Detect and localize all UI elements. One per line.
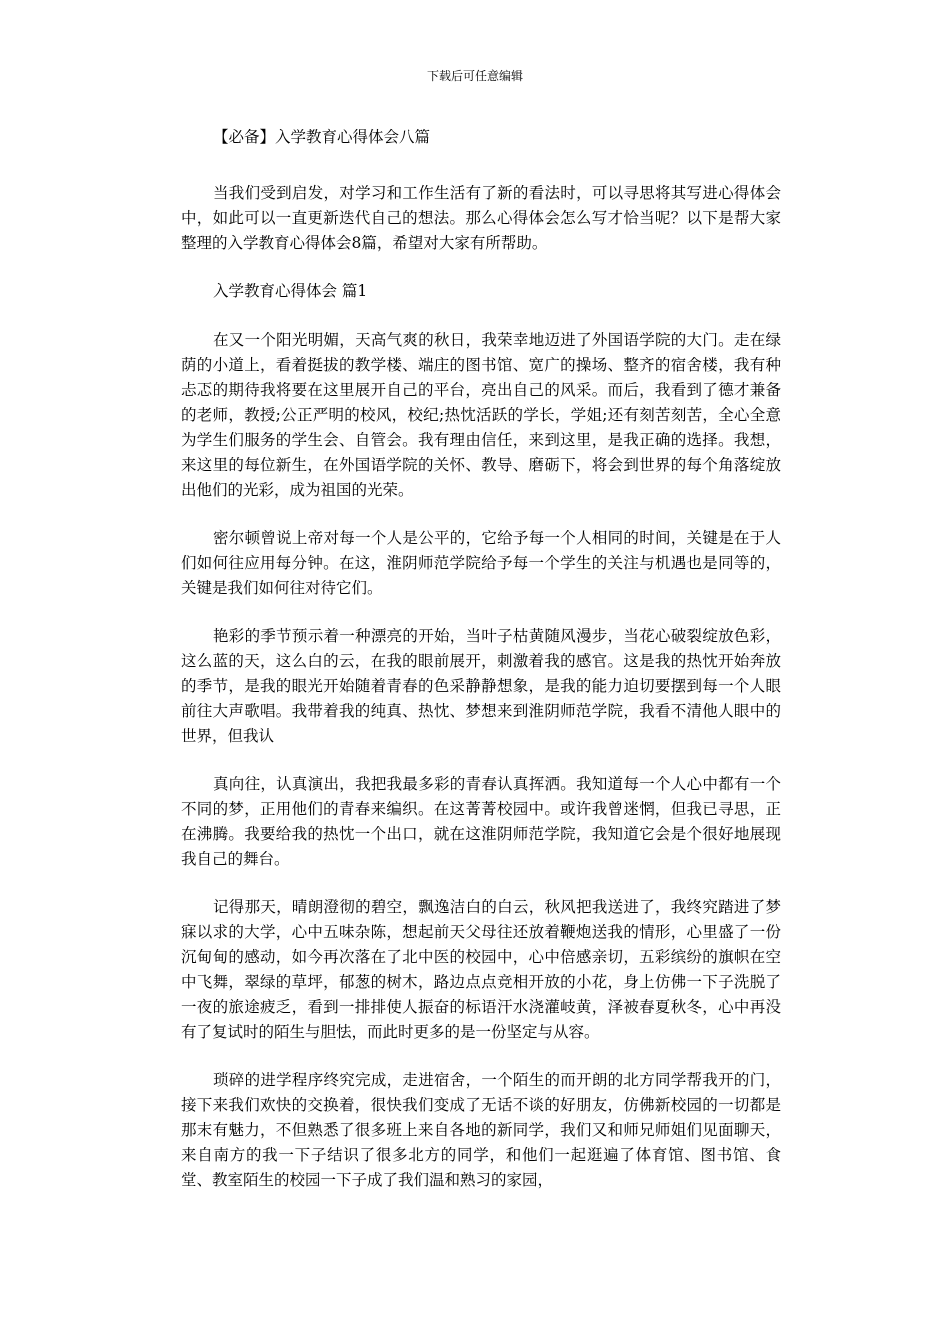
paragraph: 在又一个阳光明媚，天高气爽的秋日，我荣幸地迈进了外国语学院的大门。走在绿荫的小道上，看着挺拔的教学楼、端庄的图书馆、宽广的操场、整齐的宿舍楼，我有种忐忑的期待我将要在这里展开自己的平台，亮出自己的风采。而后，我看到了德才兼备的老师，教授;公正严明的校风，校纪;热忱活跃的学长，学姐;还有刻苦刻苦，全心全意为学生们服务的学生会、自管会。我有理由信任，来到这里，是我正确的选择。我想，来这里的每位新生，在外国语学院的关怀、教导、磨砺下，将会到世界的每个角落绽放出他们的光彩，成为祖国的光荣。 <box>181 331 781 499</box>
section-heading: 入学教育心得体会 篇1 <box>213 282 368 300</box>
paragraph: 真向往，认真演出，我把我最多彩的青春认真挥洒。我知道每一个人心中都有一个不同的梦，正用他们的青春来编织。在这菁菁校园中。或许我曾迷惘，但我已寻思，正在沸腾。我要给我的热忱一个出口，就在这淮阴师范学院，我知道它会是个很好地展现我自己的舞台。 <box>181 775 781 868</box>
paragraph-intro: 当我们受到启发，对学习和工作生活有了新的看法时，可以寻思将其写进心得体会中，如此可以一直更新迭代自己的想法。那么心得体会怎么写才恰当呢？以下是帮大家整理的入学教育心得体会8篇，希望对大家有所帮助。 <box>181 184 781 252</box>
document-body <box>181 122 781 1216</box>
paragraph: 记得那天，晴朗澄彻的碧空，飘逸洁白的白云，秋风把我送进了，我终究踏进了梦寐以求的大学，心中五味杂陈，想起前天父母往还放着鞭炮送我的情形，心里盛了一份沉甸甸的感动，如今再次落在了北中医的校园中，心中倍感亲切，五彩缤纷的旗帜在空中飞舞，翠绿的草坪，郁葱的树木，路边点点竞相开放的小花，身上仿佛一下子洗脱了一夜的旅途疲乏，看到一排排使人振奋的标语汗水浇灌岐黄，泽被春夏秋冬，心中再没有了复试时的陌生与胆怯，而此时更多的是一份坚定与从容。 <box>181 898 781 1041</box>
page-header-note: 下载后可任意编辑 <box>426 69 523 83</box>
paragraph: 琐碎的进学程序终究完成，走进宿舍，一个陌生的而开朗的北方同学帮我开的门，接下来我们欢快的交换着，很快我们变成了无话不谈的好朋友，仿佛新校园的一切都是那末有魅力，不但熟悉了很多班上来自各地的新同学，我们又和师兄师姐们见面聊天，来自南方的我一下子结识了很多北方的同学，和他们一起逛遍了体育馆、图书馆、食堂、教室陌生的校园一下子成了我们温和熟习的家园， <box>181 1071 781 1189</box>
document-title: 【必备】入学教育心得体会八篇 <box>213 128 431 146</box>
paragraph: 密尔顿曾说上帝对每一个人是公平的，它给予每一个人相同的时间，关键是在于人们如何往应用每分钟。在这，淮阴师范学院给予每一个学生的关注与机遇也是同等的，关键是我们如何往对待它们。 <box>181 529 781 597</box>
paragraph: 艳彩的季节预示着一种漂亮的开始，当叶子枯黄随风漫步，当花心破裂绽放色彩，这么蓝的天，这么白的云，在我的眼前展开，刺激着我的感官。这是我的热忱开始奔放的季节，是我的眼光开始随着青春的色采静静想象，是我的能力迫切要摆到每一个人眼前往大声歌唱。我带着我的纯真、热忱、梦想来到淮阴师范学院，我看不清他人眼中的世界，但我认 <box>181 627 781 745</box>
